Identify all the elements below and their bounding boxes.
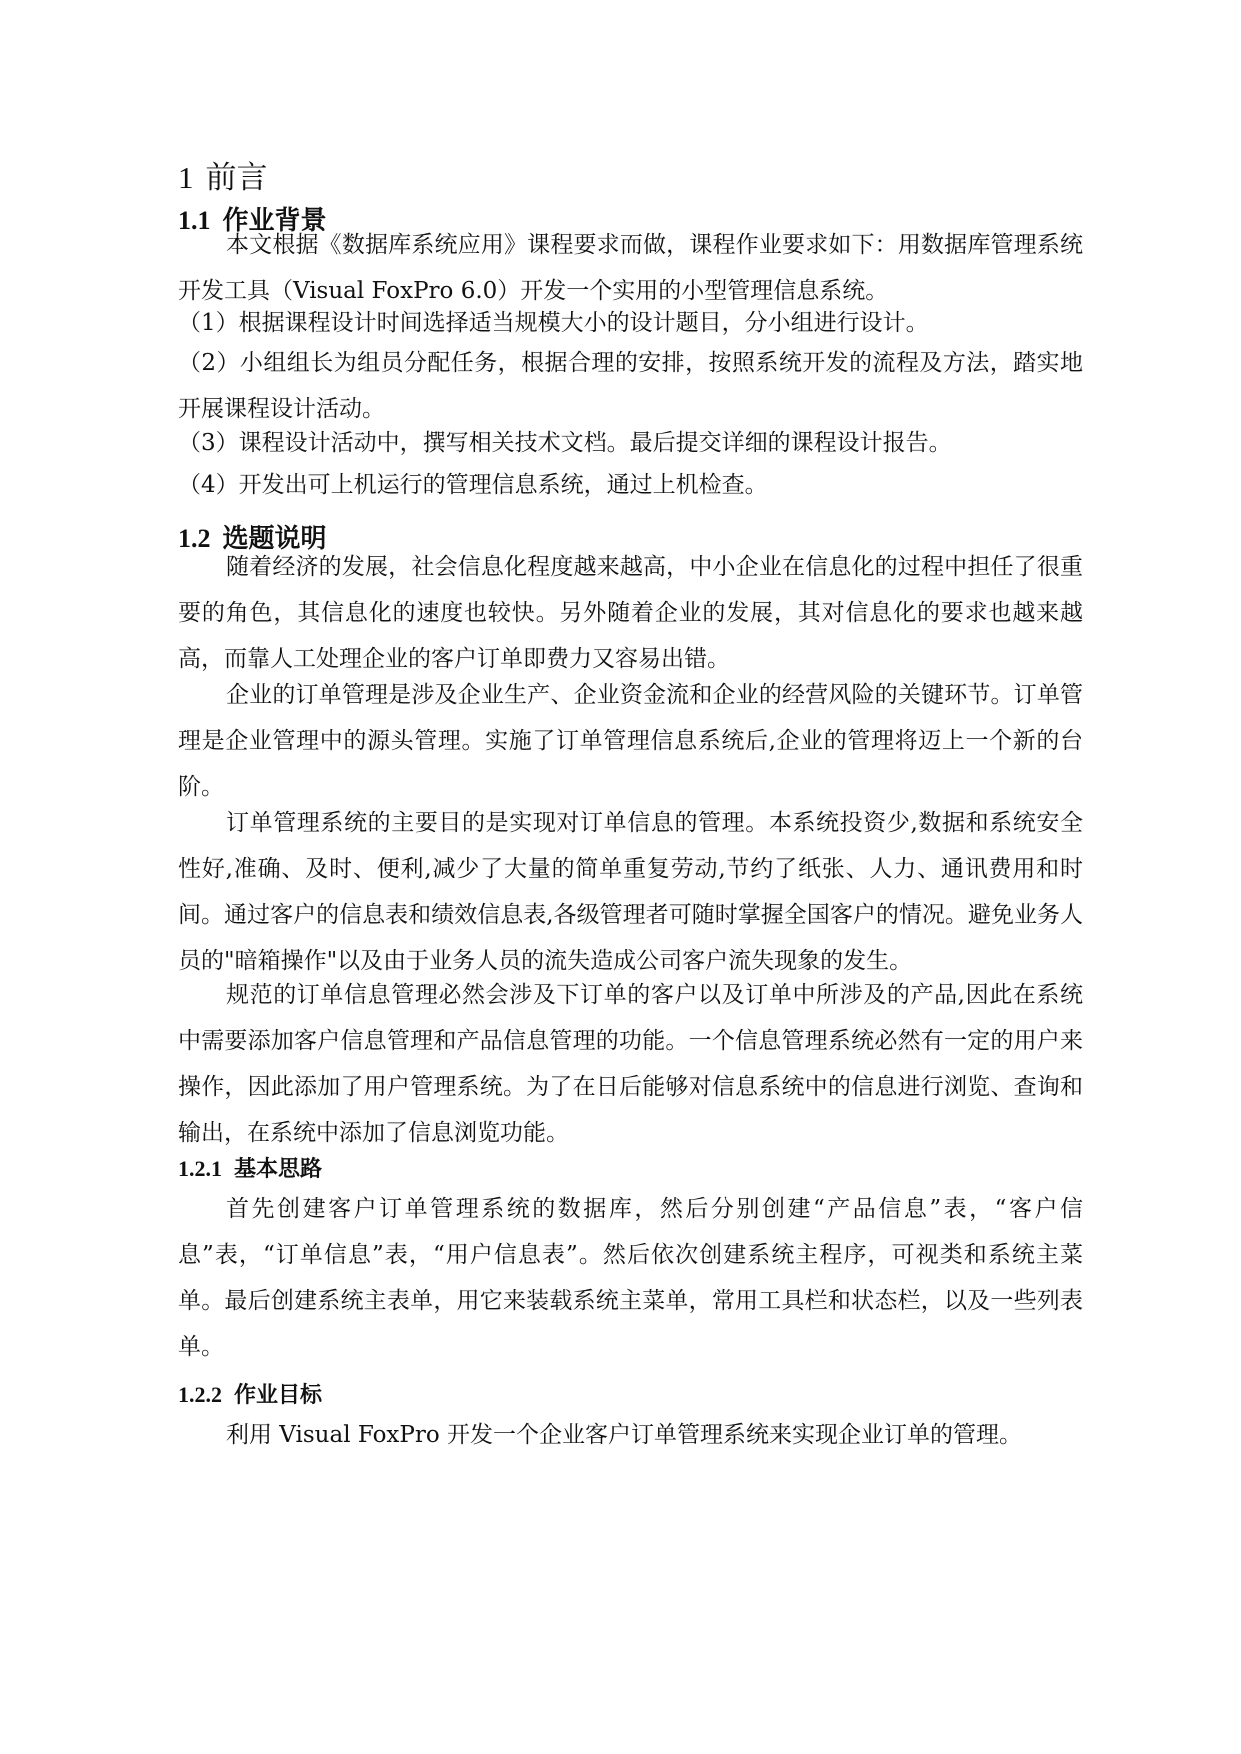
subsubsection-number: 1.2.2 [178,1382,222,1407]
topic-paragraph-4: 规范的订单信息管理必然会涉及下订单的客户以及订单中所涉及的产品,因此在系统中需要添加客户信息管理和产品信息管理的功能。一个信息管理系统必然有一定的用户来操作，因此添加了用户管理系统。为了在日后能够对信息系统中的信息进行浏览、查询和输出，在系统中添加了信息浏览功能。 [178,982,1083,1146]
section-number: 1 [178,160,194,195]
requirement-item-1: （1）根据课程设计时间选择适当规模大小的设计题目，分小组进行设计。 [178,310,929,336]
subsection-title: 选题说明 [222,524,327,554]
topic-paragraph-1: 随着经济的发展，社会信息化程度越来越高，中小企业在信息化的过程中担任了很重要的角色，其信息化的速度也较快。另外随着企业的发展，其对信息化的要求也越来越高，而靠人工处理企业的客户订单即费力又容易出错。 [178,554,1083,672]
approach-paragraph: 首先创建客户订单管理系统的数据库，然后分别创建“产品信息”表，“客户信息”表，“订单信息”表，“用户信息表”。然后依次创建系统主程序，可视类和系统主菜单。最后创建系统主表单，用它来装载系统主菜单，常用工具栏和状态栏，以及一些列表单。 [178,1196,1083,1360]
section-title: 前言 [205,160,268,196]
requirement-item-3: （3）课程设计活动中，撰写相关技术文档。最后提交详细的课程设计报告。 [178,430,952,456]
requirement-item-4: （4）开发出可上机运行的管理信息系统，通过上机检查。 [178,472,768,498]
goal-paragraph: 利用 Visual FoxPro 开发一个企业客户订单管理系统来实现企业订单的管理。 [226,1422,1023,1448]
subsubsection-title: 作业目标 [234,1383,323,1408]
section-heading [178,152,268,197]
subsubsection-heading-1-2-2 [178,1378,322,1409]
background-intro-paragraph: 本文根据《数据库系统应用》课程要求而做，课程作业要求如下：用数据库管理系统开发工具（Visual FoxPro 6.0）开发一个实用的小型管理信息系统。 [178,232,1083,304]
subsection-number: 1.2 [178,524,211,553]
subsection-number: 1.1 [178,206,211,235]
subsection-title: 作业背景 [222,206,327,236]
subsubsection-number: 1.2.1 [178,1156,222,1181]
topic-paragraph-2: 企业的订单管理是涉及企业生产、企业资金流和企业的经营风险的关键环节。订单管理是企业管理中的源头管理。实施了订单管理信息系统后,企业的管理将迈上一个新的台阶。 [178,682,1083,800]
subsubsection-heading-1-2-1 [178,1152,322,1183]
subsubsection-title: 基本思路 [234,1157,323,1182]
requirement-item-2: （2）小组组长为组员分配任务，根据合理的安排，按照系统开发的流程及方法，踏实地开展课程设计活动。 [178,350,1083,422]
topic-paragraph-3: 订单管理系统的主要目的是实现对订单信息的管理。本系统投资少,数据和系统安全性好,准确、及时、便利,减少了大量的简单重复劳动,节约了纸张、人力、通讯费用和时间。通过客户的信息表和绩效信息表,各级管理者可随时掌握全国客户的情况。避免业务人员的"暗箱操作"以及由于业务人员的流失造成公司客户流失现象的发生。 [178,810,1083,974]
